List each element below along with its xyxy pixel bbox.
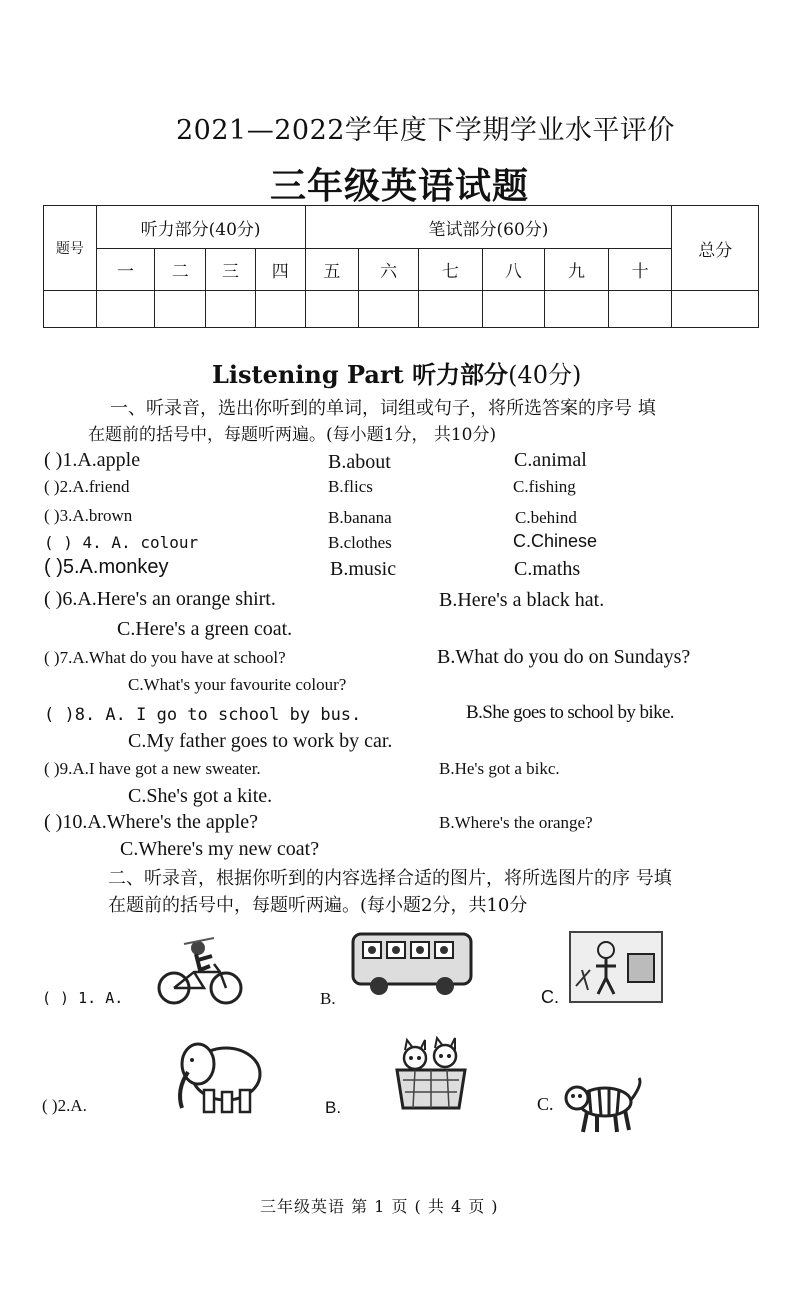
listening-score-header: 听力部分(40分): [96, 206, 305, 249]
q1-option-b: B.about: [328, 451, 391, 473]
listening-title-score: (40分): [508, 361, 582, 389]
p2-q2-option-b: B.: [325, 1098, 342, 1117]
children-playing-image: [568, 930, 664, 1004]
q6-option-a: ( )6.A.Here's an orange shirt.: [44, 588, 276, 610]
q1-option-a: ( )1.A.apple: [44, 449, 141, 471]
p2-q1-option-b: B.: [320, 989, 336, 1008]
col-1: 一: [96, 249, 155, 291]
exam-subtitle: 三年级英语试题: [270, 165, 530, 207]
page-footer: 三年级英语 第 1 页 ( 共 4 页 ): [260, 1197, 499, 1216]
col-2: 二: [155, 249, 206, 291]
listening-title-cn: 听力部分: [412, 360, 509, 389]
bus-image: [349, 924, 475, 1000]
q2-option-a: ( )2.A.friend: [44, 477, 130, 496]
elephant-image: [170, 1034, 266, 1116]
p2-q2-option-c: C.: [537, 1094, 554, 1114]
part1-instruction-1: 一、听录音，选出你听到的单词，词组或句子，将所选答案的序号 填: [110, 398, 656, 419]
listening-title-en: Listening Part: [212, 360, 404, 389]
p2-q2-option-a: ( )2.A.: [42, 1096, 87, 1115]
q5-option-a: ( )5.A.monkey: [44, 556, 169, 578]
q9-option-a: ( )9.A.I have got a new sweater.: [44, 759, 261, 778]
score-cell[interactable]: [418, 291, 482, 328]
q6-option-b: B.Here's a black hat.: [439, 589, 605, 611]
listening-section-title: [212, 355, 581, 390]
col-8: 八: [482, 249, 545, 291]
q9-option-b: B.He's got a bikc.: [439, 759, 560, 778]
cats-in-box-image: [391, 1036, 471, 1110]
score-cell[interactable]: [482, 291, 545, 328]
q10-option-b: B.Where's the orange?: [439, 813, 593, 832]
col-3: 三: [206, 249, 256, 291]
score-cell[interactable]: [96, 291, 155, 328]
part2-instruction-1: 二、听录音，根据你听到的内容选择合适的图片，将所选图片的序 号填: [108, 868, 672, 889]
q8-option-b: B.She goes to school by bike.: [466, 702, 674, 723]
part2-instruction-2: 在题前的括号中，每题听两遍。(每小题2分，共10分: [108, 895, 528, 916]
bicycle-rider-image: [154, 936, 246, 1006]
col-7: 七: [418, 249, 482, 291]
p2-q1-option-a: ( ) 1. A.: [42, 989, 124, 1007]
score-cell[interactable]: [672, 291, 759, 328]
q6-option-c: C.Here's a green coat.: [117, 618, 293, 640]
q4-option-b: B.clothes: [328, 533, 392, 552]
writing-score-header: 笔试部分(60分): [305, 206, 672, 249]
q4-option-c: C.Chinese: [513, 531, 598, 551]
score-cell[interactable]: [44, 291, 97, 328]
q3-option-b: B.banana: [328, 508, 392, 527]
score-cell[interactable]: [255, 291, 305, 328]
col-6: 六: [359, 249, 419, 291]
tihao-label: 题号: [44, 206, 97, 291]
score-table: [43, 205, 759, 328]
score-cell[interactable]: [206, 291, 256, 328]
q7-option-a: ( )7.A.What do you have at school?: [44, 648, 286, 667]
exam-title: 2021—2022学年度下学期学业水平评价: [176, 115, 675, 146]
col-10: 十: [608, 249, 672, 291]
q2-option-c: C.fishing: [513, 477, 576, 496]
p2-q1-option-c: C.: [541, 987, 559, 1007]
score-cell[interactable]: [305, 291, 359, 328]
score-cell[interactable]: [608, 291, 672, 328]
q10-option-c: C.Where's my new coat?: [120, 838, 320, 860]
total-score-label: 总分: [672, 206, 759, 291]
q5-option-c: C.maths: [514, 558, 581, 580]
q3-option-a: ( )3.A.brown: [44, 506, 133, 525]
q7-option-b: B.What do you do on Sundays?: [437, 646, 691, 668]
col-4: 四: [255, 249, 305, 291]
q9-option-c: C.She's got a kite.: [128, 785, 273, 807]
q1-option-c: C.animal: [514, 449, 587, 471]
score-cell[interactable]: [359, 291, 419, 328]
score-cell[interactable]: [155, 291, 206, 328]
col-9: 九: [545, 249, 609, 291]
q10-option-a: ( )10.A.Where's the apple?: [44, 811, 259, 833]
q4-option-a: ( ) 4. A. colour: [44, 533, 199, 552]
part1-instruction-2: 在题前的括号中，每题听两遍。(每小题1分， 共10分): [88, 425, 497, 445]
score-cell[interactable]: [545, 291, 609, 328]
q7-option-c: C.What's your favourite colour?: [128, 675, 347, 694]
q2-option-b: B.flics: [328, 477, 373, 496]
q5-option-b: B.music: [330, 558, 397, 580]
q3-option-c: C.behind: [515, 508, 577, 527]
q8-option-c: C.My father goes to work by car.: [128, 730, 393, 752]
col-5: 五: [305, 249, 359, 291]
q8-option-a: ( )8. A. I go to school by bus.: [44, 705, 362, 725]
tiger-image: [563, 1074, 645, 1136]
